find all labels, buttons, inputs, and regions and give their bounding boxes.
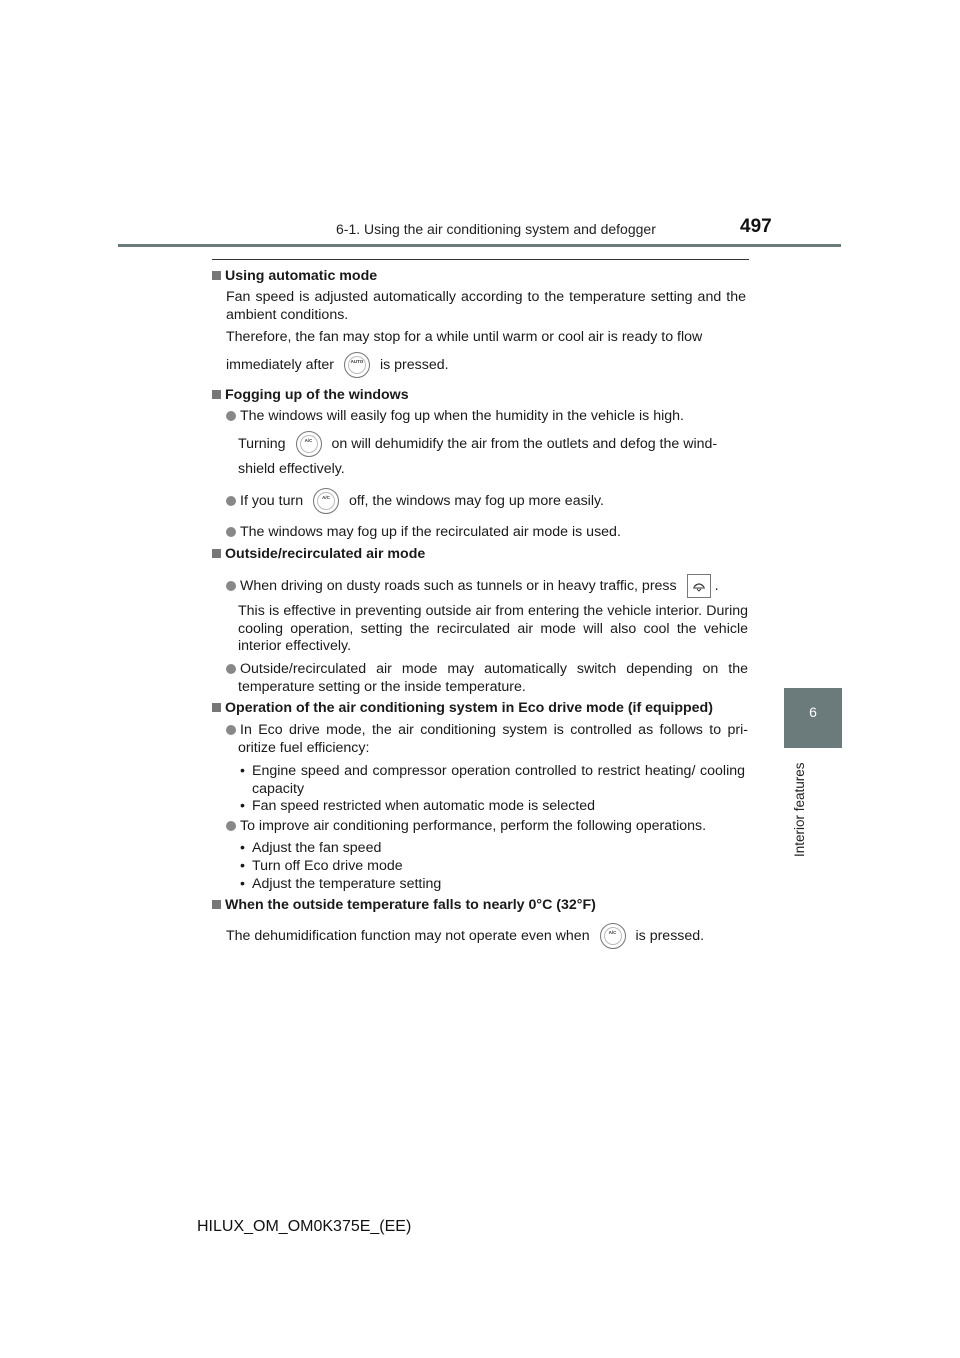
square-bullet-icon — [212, 271, 221, 280]
recirc-bullet-1-paragraph: This is effective in preventing outside air from entering the vehicle interior. During cooling operation, setting the recirculated air mode will also cool the vehicle interior effectively. — [238, 603, 748, 654]
round-bullet-icon — [226, 527, 236, 537]
auto-mode-p2: Therefore, the fan may stop for a while until warm or cool air is ready to flow — [226, 329, 703, 345]
square-bullet-icon — [212, 703, 221, 712]
ac-button-icon: A/C — [313, 488, 339, 514]
round-bullet-icon — [226, 496, 236, 506]
round-bullet-icon — [226, 581, 236, 591]
eco-sub-3: • Adjust the fan speed — [240, 840, 382, 856]
page-number: 497 — [740, 216, 772, 237]
square-bullet-icon — [212, 390, 221, 399]
heading-fogging: Fogging up of the windows — [212, 387, 409, 405]
auto-button-icon: AUTO — [344, 352, 370, 378]
fogging-bullet-1-line-1: The windows will easily fog up when the humidity in the vehicle is high. — [226, 408, 748, 426]
fogging-bullet-1-line-3: shield effectively. — [238, 461, 345, 477]
cold-paragraph: The dehumidification function may not operate even when A/C is pressed. — [226, 923, 704, 949]
chapter-label: Interior features — [792, 762, 807, 857]
eco-bullet-1: In Eco drive mode, the air conditioning system is controlled as follows to pri- oritize fuel efficiency: — [226, 722, 748, 757]
square-bullet-icon — [212, 549, 221, 558]
round-bullet-icon — [226, 821, 236, 831]
header-rule — [118, 244, 841, 247]
fogging-bullet-1-line-2: Turning A/C on will dehumidify the air from the outlets and defog the wind- — [238, 431, 748, 457]
eco-sub-1: • Engine speed and compressor operation controlled to restrict heating/ cooling capacity — [240, 763, 745, 797]
fogging-bullet-3: The windows may fog up if the recirculated air mode is used. — [226, 524, 621, 542]
recirc-bullet-1: When driving on dusty roads such as tunnels or in heavy traffic, press . — [226, 573, 719, 599]
heading-cold: When the outside temperature falls to nearly 0°C (32°F) — [212, 897, 596, 915]
eco-sub-2: • Fan speed restricted when automatic mode is selected — [240, 798, 596, 814]
auto-mode-p1: Fan speed is adjusted automatically according to the temperature setting and the ambient conditions. — [226, 289, 746, 323]
heading-auto-mode: Using automatic mode — [212, 268, 377, 286]
round-bullet-icon — [226, 411, 236, 421]
auto-mode-p3: immediately after AUTO is pressed. — [226, 352, 746, 378]
square-bullet-icon — [212, 900, 221, 909]
fogging-bullet-2: If you turn A/C off, the windows may fog up more easily. — [226, 488, 604, 514]
ac-button-icon: A/C — [600, 923, 626, 949]
document-code: HILUX_OM_OM0K375E_(EE) — [197, 1218, 412, 1235]
round-bullet-icon — [226, 725, 236, 735]
chapter-number: 6 — [809, 704, 817, 720]
recirculated-air-icon — [687, 574, 711, 598]
ac-button-icon: A/C — [296, 431, 322, 457]
round-bullet-icon — [226, 664, 236, 674]
content-top-rule — [212, 259, 749, 260]
section-title: 6-1. Using the air conditioning system and defogger — [336, 221, 656, 237]
eco-sub-4: • Turn off Eco drive mode — [240, 858, 403, 874]
eco-sub-5: • Adjust the temperature setting — [240, 876, 442, 892]
heading-eco: Operation of the air conditioning system in Eco drive mode (if equipped) — [212, 700, 713, 718]
heading-recirc: Outside/recirculated air mode — [212, 546, 425, 564]
eco-bullet-2: To improve air conditioning performance, perform the following operations. — [226, 818, 706, 836]
recirc-bullet-2: Outside/recirculated air mode may automatically switch depending on the temperature setting or the inside temperature. — [226, 661, 748, 696]
